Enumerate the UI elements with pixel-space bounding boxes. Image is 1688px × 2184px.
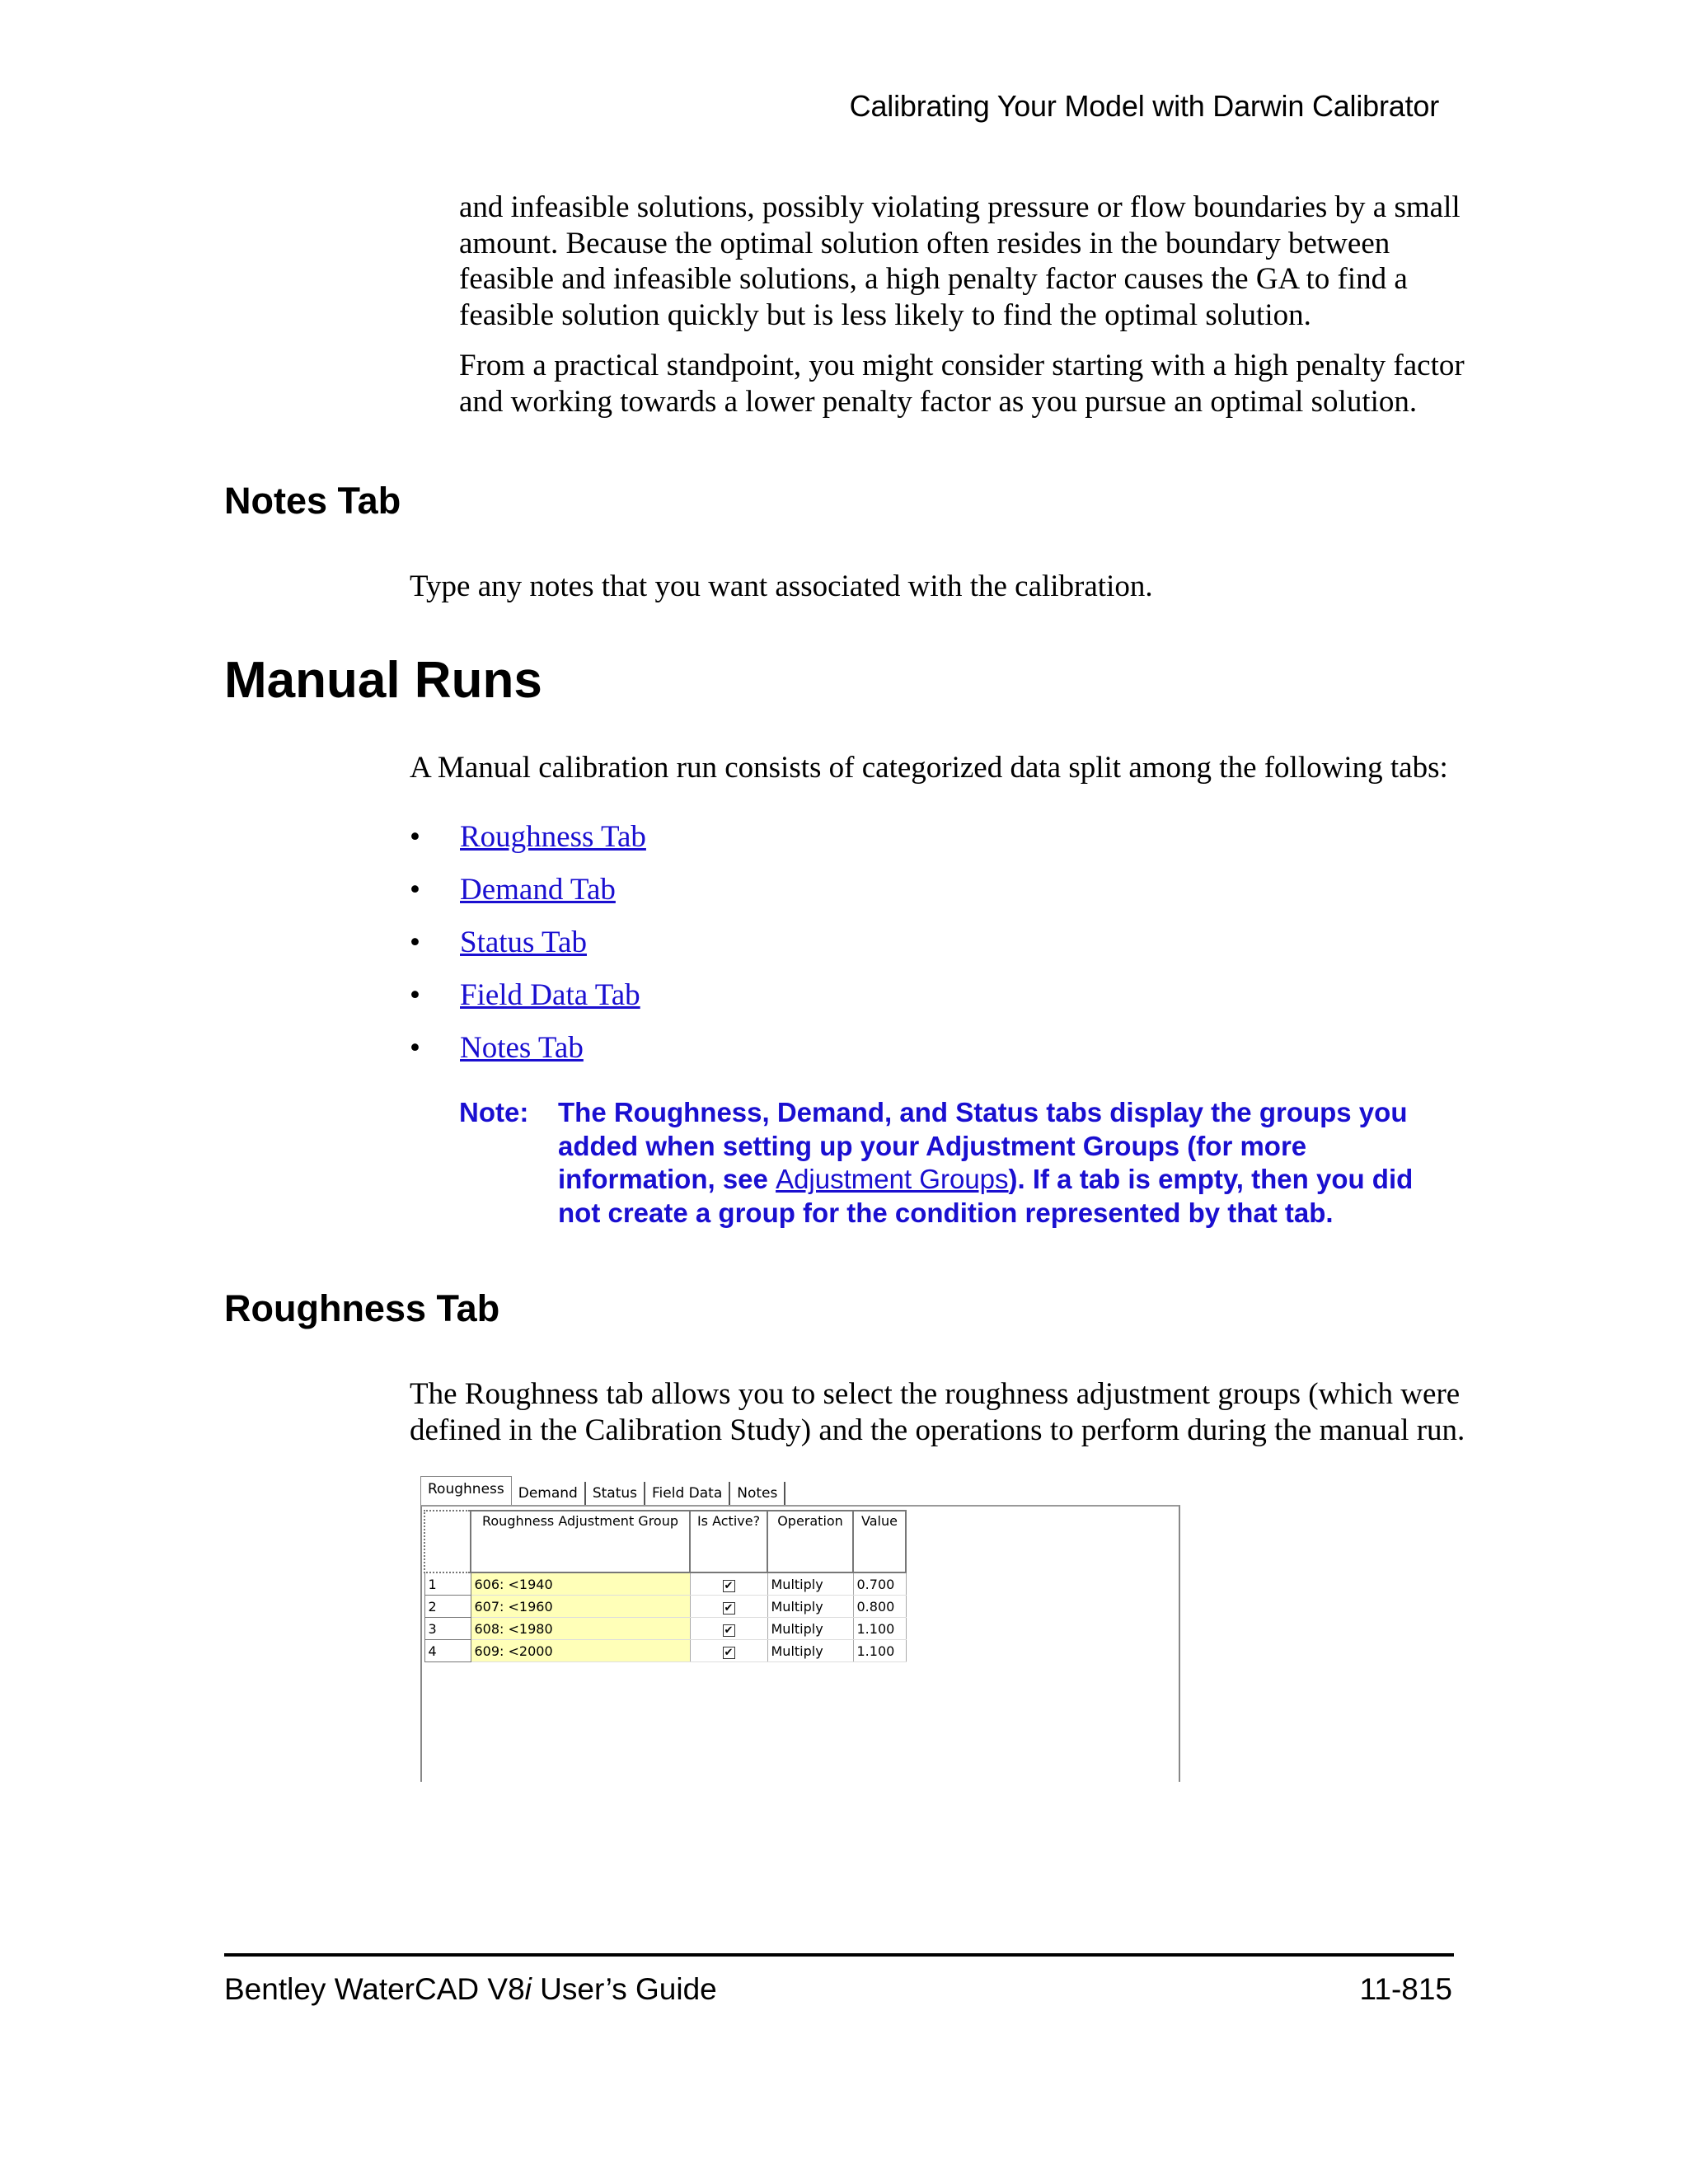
tab-status[interactable]: Status xyxy=(586,1482,645,1505)
checkbox[interactable]: ✔ xyxy=(723,1647,735,1659)
bullet: • xyxy=(410,978,420,1012)
tab-field-data[interactable]: Field Data xyxy=(645,1482,730,1505)
list-item xyxy=(410,816,646,869)
tab-notes[interactable]: Notes xyxy=(730,1482,785,1505)
manual-runs-intro: A Manual calibration run consists of categorized data split among the following tabs: xyxy=(410,751,1448,785)
note-text-before: The Roughness, Demand, and Status tabs display the groups you added when setting up your Adjustment Groups (for more information, see xyxy=(558,1097,1408,1194)
checkbox[interactable]: ✔ xyxy=(723,1602,735,1615)
tab-link-list xyxy=(410,816,646,1080)
active-cell[interactable] xyxy=(690,1618,767,1640)
notes-tab-link[interactable]: Notes Tab xyxy=(460,1031,584,1065)
column-header-group[interactable]: Roughness Adjustment Group xyxy=(471,1511,690,1572)
column-header-value[interactable]: Value xyxy=(853,1511,906,1572)
page-number: 11-815 xyxy=(1359,1972,1452,2006)
roughness-grid xyxy=(424,1510,907,1662)
row-number[interactable]: 3 xyxy=(424,1618,471,1640)
list-item xyxy=(410,869,646,921)
roughness-tab-text: The Roughness tab allows you to select the roughness adjustment groups (which were defined in the Calibration Study) and the operations to perform during the manual run. xyxy=(410,1377,1465,1447)
intro-text xyxy=(459,190,1465,419)
row-number[interactable]: 4 xyxy=(424,1640,471,1662)
group-cell[interactable]: 608: <1980 xyxy=(471,1618,690,1640)
roughness-tab-screenshot xyxy=(420,1474,1179,1780)
bullet: • xyxy=(410,873,420,907)
bullet: • xyxy=(410,820,420,854)
list-item xyxy=(410,974,646,1027)
value-cell[interactable]: 0.700 xyxy=(853,1572,906,1596)
row-number[interactable]: 2 xyxy=(424,1596,471,1618)
value-cell[interactable]: 1.100 xyxy=(853,1618,906,1640)
intro-paragraph-2: From a practical standpoint, you might consider starting with a high penalty factor and working towards a lower penalty factor as you pursue an optimal solution. xyxy=(459,349,1465,419)
group-cell[interactable]: 609: <2000 xyxy=(471,1640,690,1662)
note-label: Note: xyxy=(459,1097,529,1127)
roughness-tab-link[interactable]: Roughness Tab xyxy=(460,820,646,854)
active-cell[interactable] xyxy=(690,1572,767,1596)
roughness-tab-heading: Roughness Tab xyxy=(224,1287,500,1329)
grid-corner[interactable] xyxy=(424,1511,471,1572)
table-row[interactable] xyxy=(424,1618,906,1640)
group-cell[interactable]: 606: <1940 xyxy=(471,1572,690,1596)
operation-cell[interactable]: Multiply xyxy=(767,1640,853,1662)
column-header-active[interactable]: Is Active? xyxy=(690,1511,767,1572)
active-cell[interactable] xyxy=(690,1596,767,1618)
bullet: • xyxy=(410,1031,420,1065)
footer-title-italic: i xyxy=(524,1972,532,2006)
bullet: • xyxy=(410,926,420,959)
operation-cell[interactable]: Multiply xyxy=(767,1572,853,1596)
running-header: Calibrating Your Model with Darwin Calibrator xyxy=(849,89,1439,123)
tab-demand[interactable]: Demand xyxy=(512,1482,586,1505)
checkbox[interactable]: ✔ xyxy=(723,1624,735,1637)
table-row[interactable] xyxy=(424,1596,906,1618)
table-row[interactable] xyxy=(424,1572,906,1596)
operation-cell[interactable]: Multiply xyxy=(767,1596,853,1618)
adjustment-groups-link[interactable]: Adjustment Groups xyxy=(776,1164,1009,1194)
note-text xyxy=(558,1096,1415,1230)
tab-roughness[interactable]: Roughness xyxy=(420,1476,512,1505)
demand-tab-link[interactable]: Demand Tab xyxy=(460,873,616,907)
list-item xyxy=(410,1027,646,1080)
group-cell[interactable]: 607: <1960 xyxy=(471,1596,690,1618)
footer-title-suffix: User’s Guide xyxy=(531,1972,717,2006)
table-row[interactable] xyxy=(424,1640,906,1662)
checkbox[interactable]: ✔ xyxy=(723,1580,735,1592)
column-header-operation[interactable]: Operation xyxy=(767,1511,853,1572)
note-text-after: ). If a tab is empty, then you did not create a group for the condition represented by that tab. xyxy=(558,1164,1414,1228)
grid-panel xyxy=(420,1505,1180,1782)
row-number[interactable]: 1 xyxy=(424,1572,471,1596)
field-data-tab-link[interactable]: Field Data Tab xyxy=(460,978,640,1012)
value-cell[interactable]: 1.100 xyxy=(853,1640,906,1662)
footer-title-prefix: Bentley WaterCAD V8 xyxy=(224,1972,525,2006)
tab-strip xyxy=(420,1474,785,1505)
operation-cell[interactable]: Multiply xyxy=(767,1618,853,1640)
manual-runs-heading: Manual Runs xyxy=(224,652,542,709)
notes-tab-text: Type any notes that you want associated with the calibration. xyxy=(410,569,1153,603)
active-cell[interactable] xyxy=(690,1640,767,1662)
status-tab-link[interactable]: Status Tab xyxy=(460,926,587,959)
footer-guide-title xyxy=(224,1972,717,2007)
footer-rule xyxy=(224,1953,1454,1957)
intro-paragraph-1: and infeasible solutions, possibly violating pressure or flow boundaries by a small amount. Because the optimal solution often resides in the boundary between feasible and infeasible solutions, a high penalty factor causes the GA to find a feasible solution quickly but is less likely to find the optimal solution. xyxy=(459,190,1461,332)
value-cell[interactable]: 0.800 xyxy=(853,1596,906,1618)
notes-tab-heading: Notes Tab xyxy=(224,480,401,522)
list-item xyxy=(410,921,646,974)
